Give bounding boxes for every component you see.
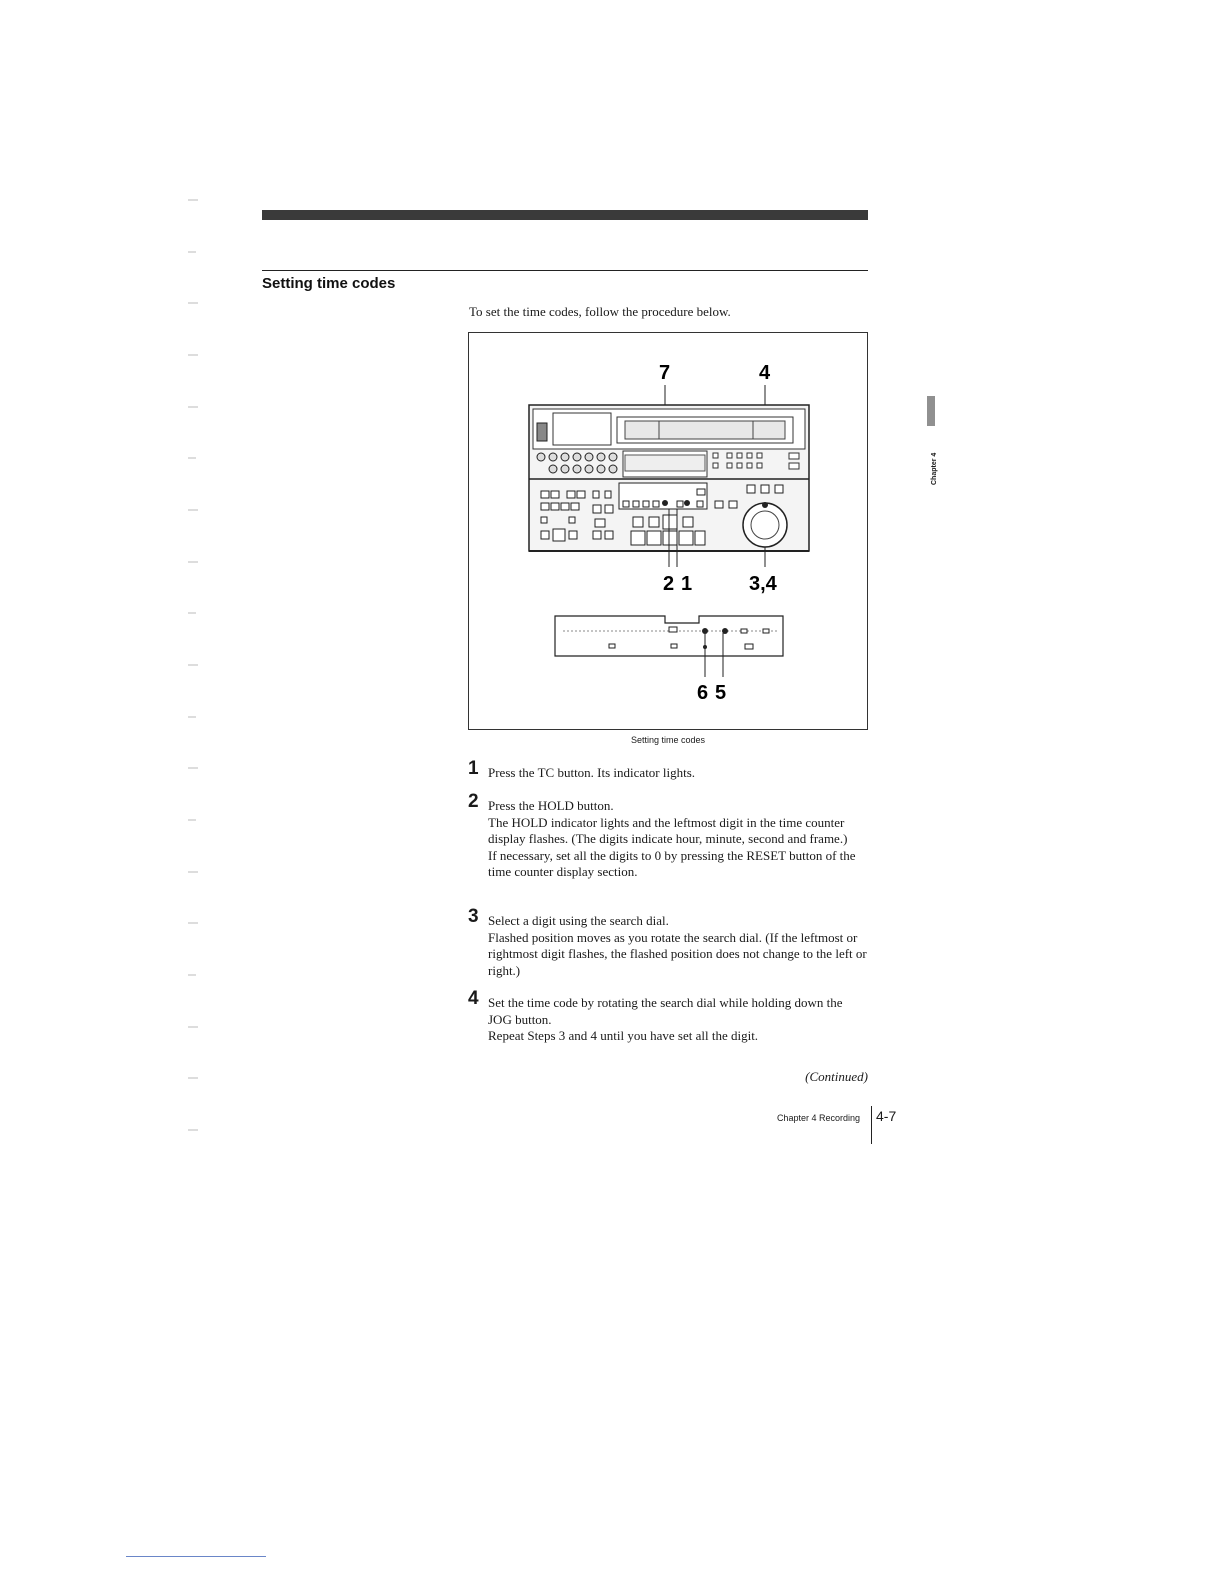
step-text: The HOLD indicator lights and the leftmost digit in the time counter display flashes. (The digits indicate hour, minute, second and frame.): [488, 814, 848, 846]
step-text: Press the TC button. Its indicator lights.: [488, 765, 696, 780]
footer-chapter: Chapter 4 Recording: [776, 1113, 860, 1123]
page-number: 4-7: [876, 1108, 897, 1124]
margin-marks: [186, 195, 200, 1135]
chapter-side-label: Chapter 4: [931, 452, 938, 485]
vtr-front-panel-illustration: [469, 333, 867, 729]
continued-note: (Continued): [805, 1069, 868, 1084]
step-number: 4: [468, 988, 479, 1009]
callout-1: 1: [681, 573, 693, 595]
step-number: 1: [468, 758, 479, 779]
step-number: 2: [468, 791, 479, 812]
step-3: [468, 906, 868, 979]
figure-box: [468, 332, 868, 730]
header-bar: [262, 210, 868, 220]
callout-3-4: 3,4: [749, 573, 777, 595]
step-1: [468, 758, 868, 782]
callout-6: 6: [697, 682, 709, 704]
callout-2: 2: [663, 573, 675, 595]
step-text: Press the HOLD button.: [488, 798, 614, 813]
section-title: Setting time codes: [262, 275, 396, 292]
intro-text: To set the time codes, follow the procedure below.: [469, 304, 731, 319]
bottom-rule: [126, 1556, 266, 1557]
step-text: Select a digit using the search dial.: [488, 913, 669, 928]
figure-caption: Setting time codes: [630, 735, 706, 745]
callout-7: 7: [659, 362, 671, 384]
step-text: If necessary, set all the digits to 0 by pressing the RESET button of the time counter display section.: [488, 847, 856, 879]
callout-4: 4: [759, 362, 771, 384]
section-rule: [262, 270, 868, 271]
step-number: 3: [468, 906, 479, 927]
step-4: [468, 988, 868, 1045]
step-text: Repeat Steps 3 and 4 until you have set all the digit.: [488, 1028, 759, 1043]
step-2: [468, 791, 868, 881]
step-text: Set the time code by rotating the search dial while holding down the JOG button.: [488, 995, 843, 1027]
footer-divider: [871, 1106, 872, 1144]
step-text: Flashed position moves as you rotate the search dial. (If the leftmost or rightmost digit flashes, the flashed position does not change to the left or right.): [488, 929, 867, 978]
callout-5: 5: [715, 682, 727, 704]
